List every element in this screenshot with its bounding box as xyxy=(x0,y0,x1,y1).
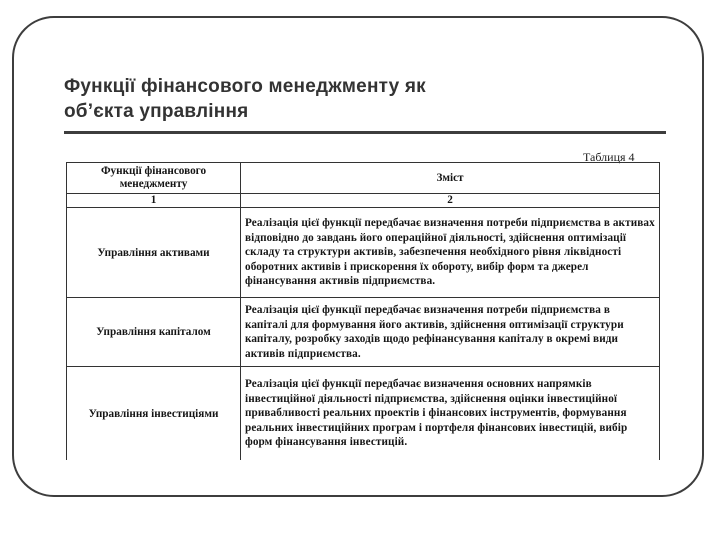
header-functions: Функції фінансового менеджменту xyxy=(67,163,241,194)
table-row xyxy=(67,367,660,461)
slide-title-line-1: Функції фінансового менеджменту як xyxy=(64,76,426,97)
function-description: Реалізація цієї функції передбачає визначення потреби підприємства в активах відповідно до завдань його операційної діяльності, здійснення оптимізації складу та структури активів, забезпечення необхідного рівня ліквідності оборотних активів і прискорення їх обороту, вибір форм та джерел фінансування активів підприємства. xyxy=(241,208,660,298)
title-divider xyxy=(64,131,666,134)
function-name: Управління капіталом xyxy=(67,298,241,367)
function-description: Реалізація цієї функції передбачає визначення потреби підприємства в капіталі для формування його активів, здійснення оптимізації структури капіталу, розробку заходів щодо рефінансування капіталу в окремі види активів підприємства. xyxy=(241,298,660,367)
table-row xyxy=(67,298,660,367)
column-number-row xyxy=(67,194,660,208)
function-description: Реалізація цієї функції передбачає визначення основних напрямків інвестиційної діяльності підприємства, здійснення оцінки інвестиційної привабливості реальних проектів і фінансових інструментів, формування реальних інвестиційних програм і портфеля фінансових інвестицій, вибір форм фінансування інвестицій. xyxy=(241,367,660,461)
column-number-2: 2 xyxy=(241,194,660,208)
function-name: Управління активами xyxy=(67,208,241,298)
function-name: Управління інвестиціями xyxy=(67,367,241,461)
table-caption: Таблиця 4 xyxy=(583,150,635,164)
table-row xyxy=(67,208,660,298)
table-header-row xyxy=(67,163,660,194)
slide-title-line-2: об’єкта управління xyxy=(64,101,249,122)
slide-title xyxy=(64,74,624,124)
column-number-1: 1 xyxy=(67,194,241,208)
header-content: Зміст xyxy=(241,163,660,194)
functions-table xyxy=(66,162,660,460)
